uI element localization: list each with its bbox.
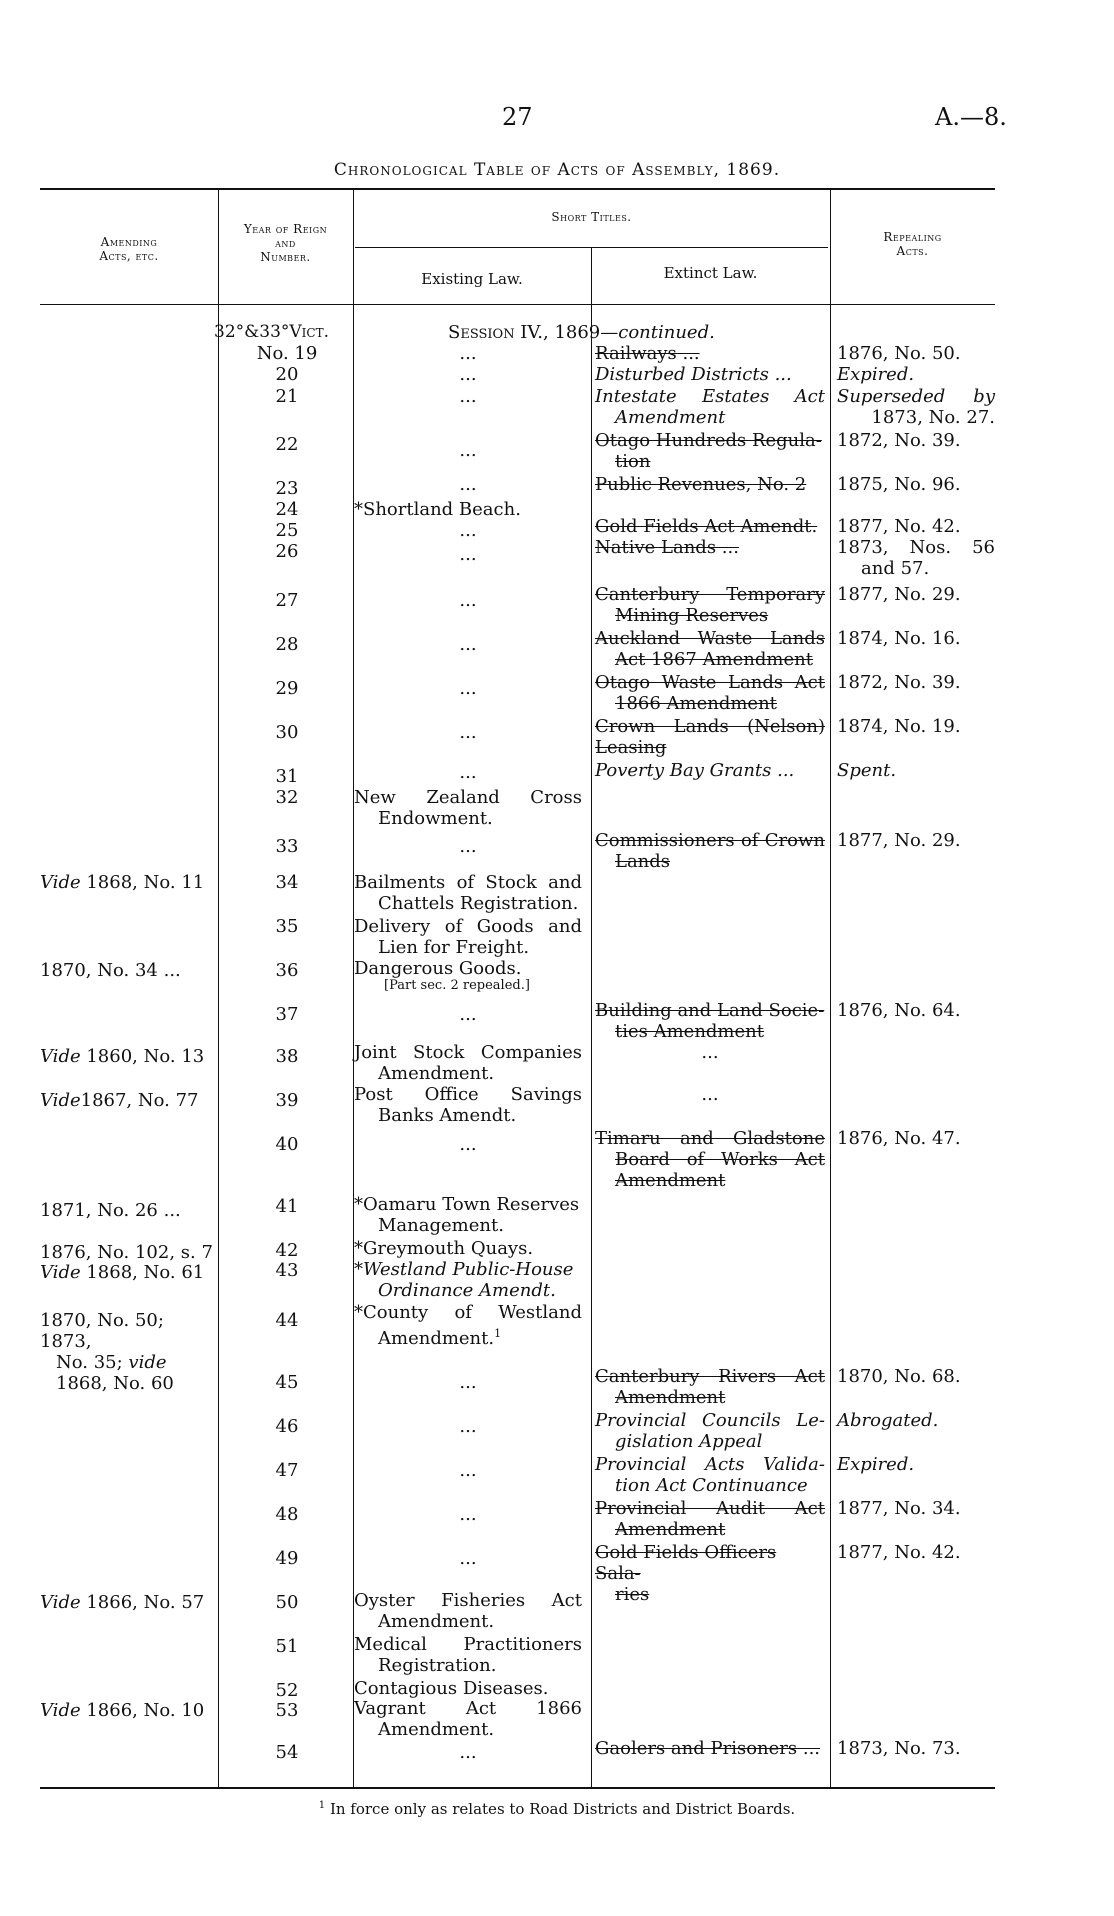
column-rule: [830, 190, 831, 1787]
amending-act: 1870, No. 34 ...: [40, 960, 181, 981]
extinct-law: Gaolers and Prisoners ...: [595, 1738, 821, 1759]
extinct-law: Intestate Estates Act Amendment: [595, 386, 825, 428]
existing-law: ...: [459, 590, 477, 611]
existing-law: ...: [459, 722, 477, 743]
act-number: 38: [275, 1046, 299, 1067]
existing-law: Medical Practitioners Registration.: [354, 1634, 582, 1676]
header-existing: Existing Law.: [421, 270, 523, 288]
act-number: 30: [275, 722, 299, 743]
extinct-law: Provincial Acts Valida- tion Act Continuance: [595, 1454, 825, 1496]
existing-law: Oyster Fisheries Act Amendment.: [354, 1590, 582, 1632]
act-number: 41: [275, 1196, 299, 1217]
extinct-law: Canterbury Rivers Act Amendment: [595, 1366, 825, 1408]
existing-law: ...: [459, 1504, 477, 1525]
existing-law: ...: [459, 474, 477, 495]
repealing-act: Expired.: [837, 1454, 915, 1475]
act-number: 27: [275, 590, 299, 611]
session-heading: Session IV., 1869—continued.: [448, 322, 715, 343]
act-number: 22: [275, 434, 299, 455]
act-number: 31: [275, 766, 299, 787]
header-repealing: Repealing Acts.: [883, 230, 942, 258]
amending-act: 1870, No. 50; 1873, No. 35; vide 1868, No. 60: [40, 1310, 174, 1394]
repealing-act: 1876, No. 64.: [837, 1000, 961, 1021]
act-number: 37: [275, 1004, 299, 1025]
extinct-law: Native Lands ...: [595, 537, 739, 558]
repealing-act: 1874, No. 19.: [837, 716, 961, 737]
existing-law: ...: [459, 1460, 477, 1481]
repealing-act: 1875, No. 96.: [837, 474, 961, 495]
existing-law: ...: [459, 343, 477, 364]
existing-law: *County of Westland Amendment.$^1$: [354, 1302, 582, 1349]
existing-law: ...: [459, 762, 477, 783]
existing-law: ...: [459, 386, 477, 407]
extinct-law: Public Revenues, No. 2: [595, 474, 807, 495]
act-number: 49: [275, 1548, 299, 1569]
existing-law: ...: [459, 1742, 477, 1763]
existing-law: New Zealand Cross Endowment.: [354, 787, 582, 829]
existing-law: Delivery of Goods and Lien for Freight.: [354, 916, 582, 958]
existing-law: ...: [459, 364, 477, 385]
extinct-law: Commissioners of Crown Lands: [595, 830, 825, 872]
extinct-law: Disturbed Districts ...: [595, 364, 792, 385]
amending-act: Vide 1860, No. 13: [40, 1046, 205, 1067]
header-short-titles: Short Titles.: [551, 210, 632, 224]
existing-law: ...: [459, 836, 477, 857]
act-number: 34: [275, 872, 299, 893]
repealing-act: 1876, No. 50.: [837, 343, 961, 364]
repealing-act: 1877, No. 42.: [837, 1542, 961, 1563]
act-number: 48: [275, 1504, 299, 1525]
act-number: 40: [275, 1134, 299, 1155]
header-bottom-rule: [40, 304, 995, 305]
amending-act: Vide 1866, No. 10: [40, 1700, 205, 1721]
extinct-law: Otago Waste Lands Act 1866 Amendment: [595, 672, 825, 714]
act-number: 29: [275, 678, 299, 699]
act-number: 54: [275, 1742, 299, 1763]
extinct-law: Otago Hundreds Regula- tion: [595, 430, 822, 472]
repealing-act: 1877, No. 29.: [837, 584, 961, 605]
act-number: 24: [275, 499, 299, 520]
act-number: 42: [275, 1240, 299, 1261]
existing-law: *Greymouth Quays.: [354, 1238, 534, 1259]
repealing-act: Superseded by 1873, No. 27.: [837, 386, 995, 428]
repealing-act: Abrogated.: [837, 1410, 939, 1431]
repealing-act: 1877, No. 34.: [837, 1498, 961, 1519]
existing-law: ...: [459, 544, 477, 565]
header-extinct: Extinct Law.: [663, 264, 758, 282]
existing-law: Post Office Savings Banks Amendt.: [354, 1084, 582, 1126]
existing-law: Bailments of Stock and Chattels Registration.: [354, 872, 582, 914]
extinct-law: ...: [701, 1084, 719, 1105]
existing-law: *Westland Public-House Ordinance Amendt.: [354, 1259, 574, 1301]
table-bottom-rule: [40, 1787, 995, 1789]
document-reference: A.—8.: [935, 103, 1007, 131]
repealing-act: Spent.: [837, 760, 897, 781]
existing-law: ...: [459, 678, 477, 699]
act-number: 47: [275, 1460, 299, 1481]
regnal-year: 32°&33°Vict.: [214, 322, 330, 342]
act-number: 26: [275, 541, 299, 562]
extinct-law: Provincial Councils Le- gislation Appeal: [595, 1410, 825, 1452]
extinct-law: Building and Land Socie- ties Amendment: [595, 1000, 825, 1042]
existing-law: ...: [459, 634, 477, 655]
act-number: 36: [275, 960, 299, 981]
extinct-law: ...: [701, 1042, 719, 1063]
table-top-rule: [40, 188, 995, 190]
existing-law: ...: [459, 1004, 477, 1025]
amending-act: Vide 1868, No. 61: [40, 1262, 205, 1283]
repealing-act: 1870, No. 68.: [837, 1366, 961, 1387]
repealing-act: 1874, No. 16.: [837, 628, 961, 649]
act-number: 32: [275, 787, 299, 808]
existing-law: Joint Stock Companies Amendment.: [354, 1042, 582, 1084]
act-number: 51: [275, 1636, 299, 1657]
page-title: Chronological Table of Acts of Assembly, 1869.: [333, 160, 781, 180]
act-number: 52: [275, 1680, 299, 1701]
act-number: 44: [275, 1310, 299, 1331]
extinct-law: Timaru and Gladstone Board of Works Act Amendment: [595, 1128, 825, 1191]
act-number: 50: [275, 1592, 299, 1613]
repealing-act: 1873, No. 73.: [837, 1738, 961, 1759]
existing-law: ...: [459, 1548, 477, 1569]
amending-act: 1871, No. 26 ...: [40, 1200, 181, 1221]
amending-act: Vide 1868, No. 11: [40, 872, 205, 893]
act-number: 45: [275, 1372, 299, 1393]
act-number: 46: [275, 1416, 299, 1437]
amending-act: 1876, No. 102, s. 7: [40, 1242, 213, 1263]
act-number: 25: [275, 520, 299, 541]
existing-law: Contagious Diseases.: [354, 1678, 549, 1699]
existing-law: Vagrant Act 1866 Amendment.: [354, 1698, 582, 1740]
amending-act: Vide1867, No. 77: [40, 1090, 199, 1111]
act-number: 20: [275, 364, 299, 385]
existing-law: Dangerous Goods. [Part sec. 2 repealed.]: [354, 958, 530, 993]
extinct-law: Provincial Audit Act Amendment: [595, 1498, 825, 1540]
act-number: 21: [275, 386, 299, 407]
column-rule: [591, 248, 592, 1787]
act-number: 39: [275, 1090, 299, 1111]
existing-law: *Oamaru Town Reserves Management.: [354, 1194, 580, 1236]
existing-law: ...: [459, 440, 477, 461]
extinct-law: Crown Lands (Nelson) Leasing: [595, 716, 825, 758]
repealing-act: 1873, Nos. 56 and 57.: [837, 537, 995, 579]
footnote: $^1$ In force only as relates to Road Districts and District Boards.: [318, 1800, 796, 1818]
existing-law: ...: [459, 1416, 477, 1437]
repealing-act: 1877, No. 29.: [837, 830, 961, 851]
existing-law: ...: [459, 1134, 477, 1155]
existing-law: ...: [459, 520, 477, 541]
repealing-act: Expired.: [837, 364, 915, 385]
extinct-law: Poverty Bay Grants ...: [595, 760, 795, 781]
repealing-act: 1872, No. 39.: [837, 672, 961, 693]
extinct-law: Canterbury Temporary Mining Reserves: [595, 584, 825, 626]
header-year: Year of Reign and Number.: [243, 222, 328, 264]
repealing-act: 1877, No. 42.: [837, 516, 961, 537]
extinct-law: Auckland Waste Lands Act 1867 Amendment: [595, 628, 825, 670]
header-amending: Amending Acts, etc.: [99, 235, 159, 263]
extinct-law: Gold Fields Act Amendt.: [595, 516, 818, 537]
act-number: 43: [275, 1260, 299, 1281]
act-number: No. 19: [256, 343, 318, 364]
repealing-act: 1872, No. 39.: [837, 430, 961, 451]
existing-law: *Shortland Beach.: [354, 499, 521, 520]
existing-law: ...: [459, 1372, 477, 1393]
extinct-law: Gold Fields Officers Sala- ries: [595, 1542, 777, 1605]
act-number: 23: [275, 478, 299, 499]
act-number: 28: [275, 634, 299, 655]
act-number: 35: [275, 916, 299, 937]
page-number: 27: [502, 103, 533, 131]
repealing-act: 1876, No. 47.: [837, 1128, 961, 1149]
act-number: 53: [275, 1700, 299, 1721]
extinct-law: Railways ...: [595, 343, 700, 364]
act-number: 33: [275, 836, 299, 857]
amending-act: Vide 1866, No. 57: [40, 1592, 205, 1613]
column-rule: [218, 190, 219, 1787]
